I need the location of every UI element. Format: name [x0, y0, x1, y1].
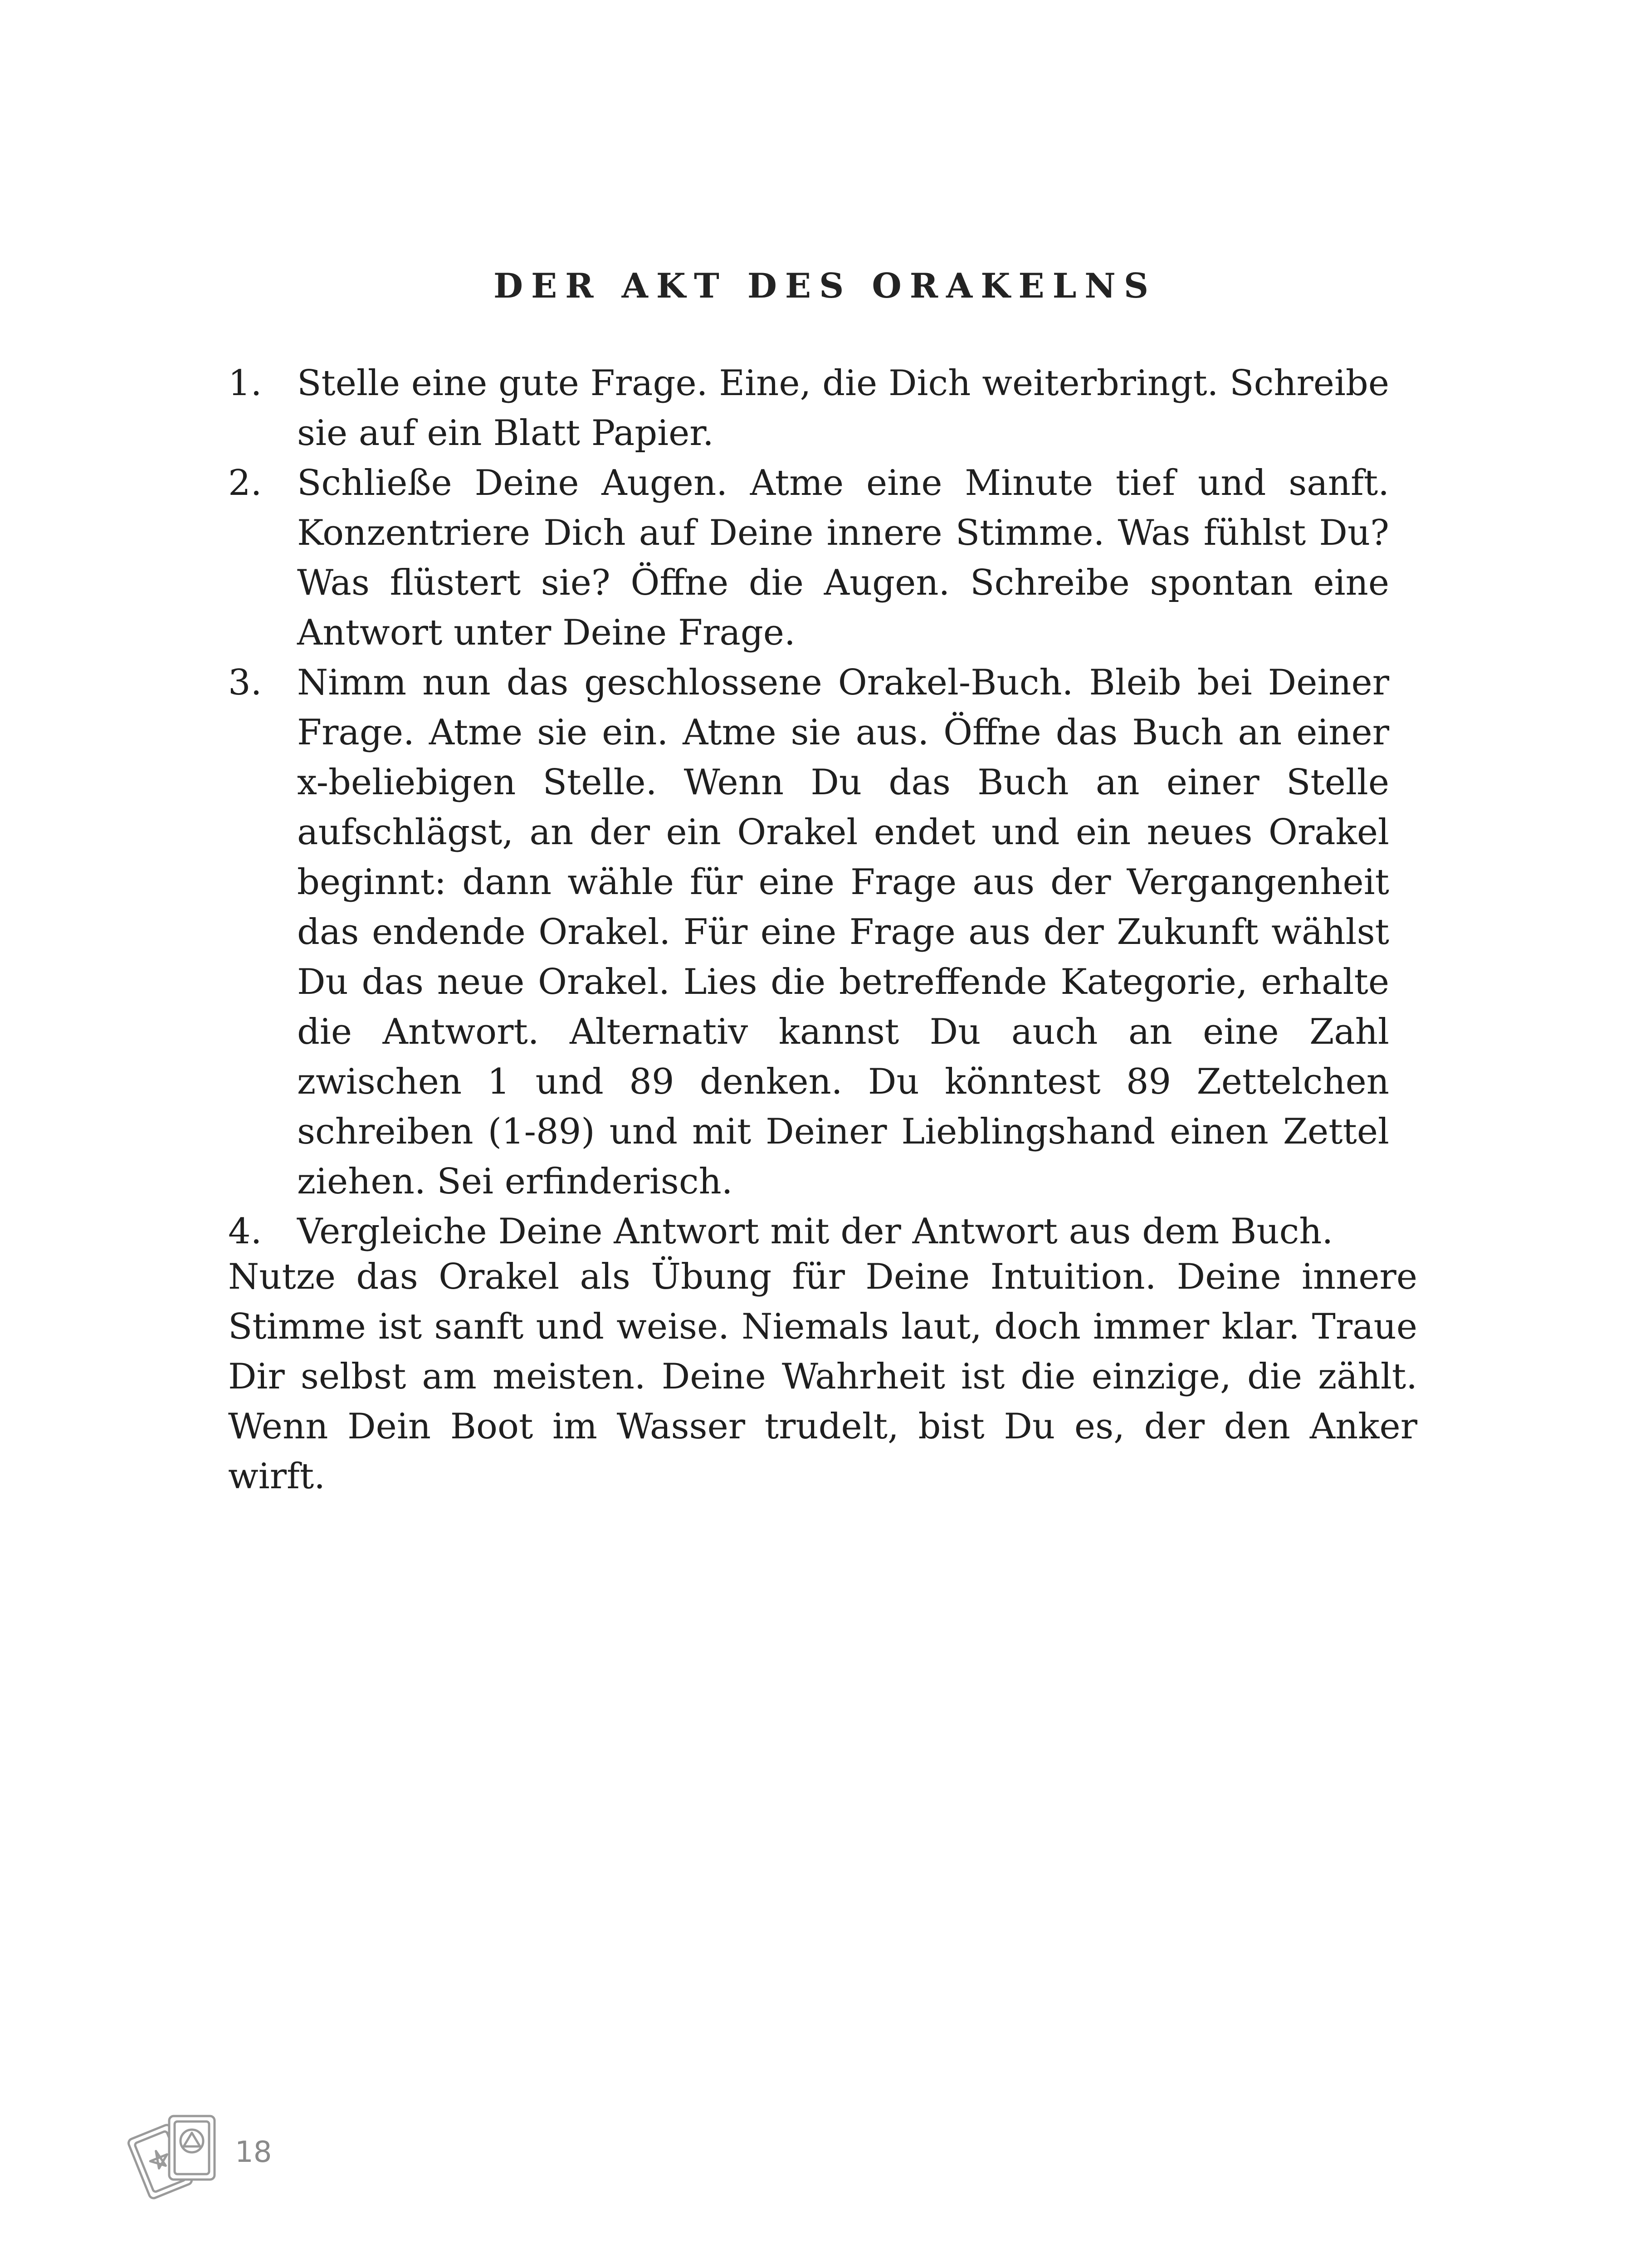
- step-text: Vergleiche Deine Antwort mit der Antwort aus dem Buch.: [297, 1211, 1333, 1252]
- list-item: [228, 658, 1389, 1207]
- step-number: 3.: [228, 662, 262, 703]
- step-number: 4.: [228, 1211, 262, 1252]
- page-footer: [125, 2109, 272, 2200]
- step-number: 1.: [228, 363, 262, 404]
- step-text: Stelle eine gute Frage. Eine, die Dich weiterbringt. Schreibe sie auf ein Blatt Papier.: [297, 363, 1389, 454]
- list-item: [228, 358, 1389, 458]
- list-item: [228, 458, 1389, 658]
- oracle-cards-icon: [125, 2109, 222, 2200]
- steps-list: [228, 358, 1389, 1256]
- page-number: 18: [235, 2136, 272, 2169]
- step-text: Schließe Deine Augen. Atme eine Minute tief und sanft. Konzentriere Dich auf Deine innere Stimme. Was fühlst Du? Was flüstert sie? Öffne die Augen. Schreibe spontan eine Antwort unter Deine Frage.: [297, 463, 1389, 653]
- page-title: DER AKT DES ORAKELNS: [493, 266, 1157, 306]
- step-text: Nimm nun das geschlossene Orakel-Buch. Bleib bei Deiner Frage. Atme sie ein. Atme sie aus. Öffne das Buch an einer x-beliebigen Stelle. Wenn Du das Buch an einer Stelle aufschlägst, an der ein Orakel endet und ein neues Orakel beginnt: dann wähle für eine Frage aus der Vergangenheit das endende Orakel. Für eine Frage aus der Zukunft wählst Du das neue Orakel. Lies die betreffende Kategorie, erhalte die Antwort. Alternativ kannst Du auch an eine Zahl zwischen 1 und 89 denken. Du könntest 89 Zettelchen schreiben (1-89) und mit Deiner Lieblingshand einen Zettel ziehen. Sei erfinderisch.: [297, 662, 1389, 1202]
- closing-paragraph: Nutze das Orakel als Übung für Deine Intuition. Deine innere Stimme ist sanft und weise. Niemals laut, doch immer klar. Traue Dir selbst am meisten. Deine Wahrheit ist die einzige, die zählt. Wenn Dein Boot im Wasser trudelt, bist Du es, der den Anker wirft.: [228, 1256, 1417, 1497]
- list-item: [228, 1207, 1389, 1256]
- step-number: 2.: [228, 463, 262, 503]
